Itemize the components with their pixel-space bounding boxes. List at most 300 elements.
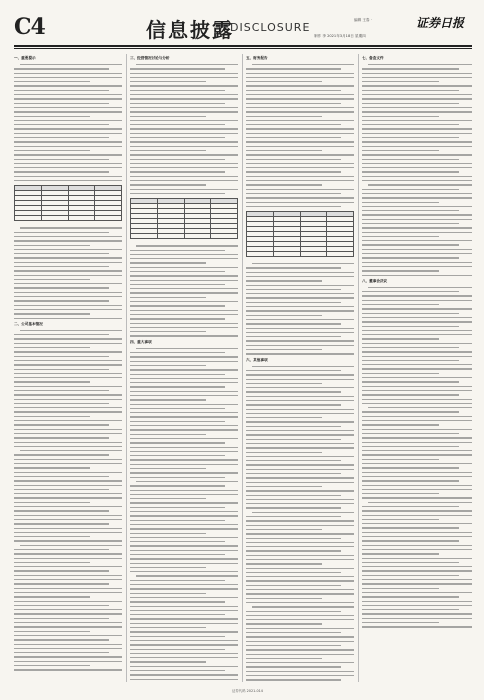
text-line — [246, 580, 354, 581]
text-line — [362, 381, 459, 382]
text-line — [130, 606, 238, 607]
text-line — [252, 366, 354, 367]
text-line — [14, 245, 90, 246]
text-line — [362, 527, 459, 528]
text-line — [362, 313, 459, 314]
text-line — [14, 644, 122, 645]
text-line — [14, 583, 109, 584]
text-line — [246, 447, 354, 448]
text-line — [362, 626, 472, 627]
section-heading: 三、经营情况讨论与分析 — [130, 56, 170, 60]
text-line — [362, 253, 472, 254]
text-line — [130, 369, 238, 370]
text-line — [246, 81, 322, 82]
text-line — [130, 610, 238, 611]
text-line — [130, 107, 238, 108]
text-line — [130, 154, 238, 155]
text-line — [130, 85, 238, 86]
text-line — [14, 631, 90, 632]
text-line — [130, 103, 225, 104]
text-line — [362, 356, 472, 357]
text-line — [362, 133, 472, 134]
section-heading: 七、备查文件 — [362, 56, 384, 60]
text-line — [130, 374, 225, 375]
text-line — [14, 73, 122, 74]
text-line — [14, 570, 109, 571]
section-heading: 二、公司基本情况 — [14, 321, 43, 326]
text-line — [130, 275, 238, 276]
text-line — [362, 116, 439, 117]
text-line — [246, 507, 341, 508]
text-line — [246, 585, 341, 586]
text-line — [130, 297, 206, 298]
text-line — [14, 309, 122, 310]
text-line — [14, 120, 122, 121]
text-line — [362, 249, 472, 250]
text-line — [14, 257, 122, 258]
text-line — [362, 485, 472, 486]
text-line — [362, 454, 472, 455]
text-line — [246, 495, 341, 496]
text-line — [130, 163, 238, 164]
text-line — [362, 562, 459, 563]
text-line — [362, 450, 472, 451]
column-divider — [358, 54, 359, 682]
text-line — [362, 193, 472, 194]
text-line — [362, 605, 472, 606]
text-line — [246, 456, 354, 457]
text-line — [362, 210, 459, 211]
text-line — [130, 133, 238, 134]
text-line — [136, 348, 238, 349]
section-heading: 五、财务报告 — [246, 56, 268, 60]
text-line — [362, 579, 472, 580]
text-line — [246, 542, 354, 543]
table-cell — [15, 216, 42, 221]
text-line — [14, 575, 122, 576]
text-line — [252, 606, 354, 607]
table-row — [247, 252, 354, 257]
text-line — [246, 598, 322, 599]
text-line — [130, 627, 206, 628]
text-line — [130, 528, 238, 529]
text-line — [246, 421, 354, 422]
text-line — [246, 671, 354, 672]
section-heading: 一、重要提示 — [14, 56, 36, 60]
text-line — [130, 545, 238, 546]
text-line — [362, 163, 472, 164]
text-line — [130, 584, 238, 585]
text-line — [246, 589, 354, 590]
text-line — [14, 510, 109, 511]
text-line — [130, 490, 238, 491]
text-line — [14, 318, 122, 319]
text-line — [14, 566, 122, 567]
text-line — [14, 163, 122, 164]
text-line — [130, 640, 238, 641]
text-line — [246, 559, 354, 560]
text-line — [362, 588, 439, 589]
text-line — [130, 558, 238, 559]
text-line — [246, 267, 341, 268]
text-line — [14, 420, 122, 421]
text-line — [368, 407, 472, 408]
text-line — [14, 270, 122, 271]
text-line — [130, 284, 225, 285]
text-line — [246, 171, 341, 172]
text-line — [14, 343, 122, 344]
text-line — [362, 159, 459, 160]
text-line — [14, 635, 122, 636]
text-line — [362, 575, 459, 576]
text-line — [362, 334, 472, 335]
text-line — [246, 297, 354, 298]
text-line — [362, 189, 459, 190]
text-line — [130, 116, 206, 117]
table-cell — [131, 234, 158, 239]
text-line — [246, 396, 354, 397]
text-line — [14, 665, 90, 666]
text-line — [246, 120, 354, 121]
text-line — [246, 193, 341, 194]
text-line — [246, 632, 341, 633]
text-line — [14, 381, 90, 382]
text-line — [130, 305, 225, 306]
column-1 — [14, 54, 122, 682]
text-line — [246, 546, 354, 547]
text-line — [130, 171, 225, 172]
text-line — [362, 540, 459, 541]
text-line — [362, 270, 439, 271]
text-line — [14, 351, 122, 352]
text-line — [130, 184, 206, 185]
text-line — [130, 442, 225, 443]
text-line — [362, 68, 459, 69]
text-line — [362, 386, 472, 387]
text-line — [130, 318, 225, 319]
text-line — [130, 352, 225, 353]
text-line — [14, 249, 122, 250]
text-line — [246, 679, 341, 680]
text-line — [14, 373, 122, 374]
text-line — [362, 433, 459, 434]
text-line — [246, 593, 354, 594]
text-line — [130, 537, 238, 538]
text-line — [246, 353, 354, 354]
text-line — [14, 180, 122, 181]
text-line — [246, 340, 354, 341]
text-line — [130, 189, 238, 190]
text-line — [130, 455, 225, 456]
text-line — [14, 648, 122, 649]
text-line — [130, 292, 238, 293]
text-line — [246, 409, 354, 410]
text-line — [246, 404, 341, 405]
text-line — [246, 107, 354, 108]
text-line — [14, 519, 122, 520]
text-line — [246, 206, 341, 207]
text-line — [14, 454, 109, 455]
text-line — [130, 515, 238, 516]
text-line — [136, 575, 238, 576]
text-line — [246, 103, 341, 104]
text-line — [130, 254, 238, 255]
text-line — [130, 271, 225, 272]
text-line — [130, 644, 238, 645]
text-line — [246, 289, 341, 290]
table-cell — [184, 234, 211, 239]
text-line — [130, 301, 238, 302]
section-heading: 六、其他事项 — [246, 357, 268, 362]
text-line — [246, 319, 354, 320]
text-line — [362, 596, 459, 597]
text-line — [14, 493, 122, 494]
text-line — [362, 549, 472, 550]
text-line — [130, 382, 238, 383]
text-line — [14, 377, 122, 378]
text-line — [246, 602, 354, 603]
text-line — [14, 279, 90, 280]
text-line — [362, 244, 459, 245]
text-line — [130, 94, 238, 95]
text-line — [246, 490, 354, 491]
text-line — [246, 272, 354, 273]
text-line — [362, 94, 472, 95]
text-line — [362, 343, 472, 344]
text-line — [362, 442, 472, 443]
text-line — [14, 558, 122, 559]
text-line — [246, 133, 354, 134]
text-line — [130, 68, 225, 69]
text-line — [362, 592, 472, 593]
table-cell — [41, 216, 68, 221]
text-line — [362, 467, 459, 468]
text-line — [14, 437, 109, 438]
text-line — [14, 124, 109, 125]
text-line — [130, 416, 238, 417]
text-line — [246, 615, 354, 616]
table-cell — [300, 252, 327, 257]
text-line — [14, 287, 109, 288]
text-line — [14, 85, 122, 86]
column-2 — [130, 54, 238, 682]
text-line — [246, 77, 354, 78]
text-line — [14, 296, 122, 297]
text-line — [14, 609, 122, 610]
text-line — [246, 568, 354, 569]
text-line — [14, 236, 122, 237]
masthead — [14, 12, 472, 42]
text-line — [14, 489, 109, 490]
text-line — [246, 426, 341, 427]
text-line — [130, 421, 225, 422]
section-heading: 八、董事会决议 — [362, 278, 388, 283]
footer-note: 证券代码 2021-014 — [232, 689, 263, 693]
text-line — [14, 592, 122, 593]
text-line — [362, 368, 472, 369]
text-line — [246, 666, 341, 667]
text-line — [130, 280, 238, 281]
text-line — [362, 506, 459, 507]
text-line — [130, 670, 225, 671]
text-line — [246, 202, 354, 203]
text-line — [14, 459, 122, 460]
text-line — [368, 184, 472, 185]
text-line — [14, 661, 122, 662]
text-line — [362, 202, 439, 203]
text-line — [130, 674, 238, 675]
text-line — [362, 275, 472, 276]
text-line — [246, 111, 354, 112]
table-cell — [247, 252, 274, 257]
text-line — [130, 541, 225, 542]
text-line — [130, 250, 225, 251]
text-line — [14, 369, 109, 370]
text-line — [246, 533, 354, 534]
text-line — [362, 236, 439, 237]
text-line — [130, 81, 206, 82]
text-line — [246, 473, 341, 474]
text-line — [20, 64, 122, 65]
text-line — [246, 141, 354, 142]
text-line — [362, 566, 472, 567]
text-line — [362, 326, 459, 327]
text-line — [362, 609, 459, 610]
table-row — [131, 234, 238, 239]
text-line — [14, 467, 90, 468]
text-line — [14, 601, 122, 602]
text-line — [246, 68, 341, 69]
text-line — [362, 154, 472, 155]
text-line — [14, 141, 122, 142]
text-line — [246, 391, 341, 392]
text-line — [14, 266, 109, 267]
text-line — [20, 330, 122, 331]
text-line — [246, 619, 354, 620]
text-line — [362, 613, 472, 614]
text-line — [14, 111, 122, 112]
page-number: C4 — [14, 14, 45, 40]
text-line — [14, 275, 122, 276]
text-line — [130, 571, 238, 572]
text-line — [362, 510, 472, 511]
text-line — [362, 73, 472, 74]
text-line — [362, 476, 472, 477]
text-line — [14, 386, 122, 387]
text-line — [130, 593, 206, 594]
text-line — [362, 171, 459, 172]
text-line — [14, 540, 122, 541]
text-line — [130, 323, 238, 324]
text-line — [130, 631, 238, 632]
text-line — [362, 141, 472, 142]
text-line — [246, 137, 341, 138]
text-line — [246, 98, 354, 99]
text-line — [362, 321, 472, 322]
text-line — [130, 386, 225, 387]
text-line — [14, 150, 90, 151]
text-line — [246, 154, 354, 155]
text-line — [14, 360, 122, 361]
text-line — [362, 128, 472, 129]
text-line — [362, 77, 472, 78]
text-line — [130, 331, 206, 332]
text-line — [130, 404, 238, 405]
text-line — [130, 601, 225, 602]
text-line — [130, 464, 238, 465]
text-line — [362, 219, 472, 220]
text-line — [130, 391, 238, 392]
text-line — [14, 549, 109, 550]
text-line — [246, 302, 341, 303]
text-line — [14, 90, 109, 91]
text-line — [362, 399, 472, 400]
text-line — [362, 558, 472, 559]
text-line — [14, 411, 122, 412]
text-line — [246, 413, 354, 414]
text-line — [130, 636, 225, 637]
text-line — [14, 390, 109, 391]
text-line — [362, 532, 472, 533]
text-line — [246, 383, 322, 384]
text-line — [368, 64, 472, 65]
text-line — [246, 306, 354, 307]
text-line — [14, 553, 122, 554]
text-line — [130, 141, 238, 142]
text-line — [362, 338, 439, 339]
text-line — [362, 240, 472, 241]
text-line — [14, 176, 122, 177]
text-line — [362, 124, 459, 125]
text-line — [362, 85, 472, 86]
text-line — [362, 232, 472, 233]
text-line — [130, 614, 225, 615]
text-line — [130, 288, 238, 289]
section-heading: 四、重大事项 — [130, 339, 152, 344]
text-line — [14, 107, 122, 108]
text-line — [362, 489, 472, 490]
text-line — [130, 550, 238, 551]
text-line — [362, 424, 439, 425]
text-line — [362, 150, 439, 151]
text-line — [136, 64, 238, 65]
text-line — [362, 257, 459, 258]
text-line — [362, 304, 439, 305]
text-line — [252, 512, 354, 513]
text-line — [14, 232, 109, 233]
text-line — [130, 661, 206, 662]
text-line — [130, 666, 238, 667]
text-line — [130, 477, 225, 478]
text-line — [246, 477, 354, 478]
text-line — [246, 374, 354, 375]
text-line — [246, 345, 354, 346]
text-line — [14, 262, 122, 263]
text-line — [246, 167, 354, 168]
text-line — [246, 645, 341, 646]
text-line — [14, 364, 122, 365]
text-line — [362, 308, 472, 309]
text-line — [14, 128, 122, 129]
text-line — [14, 154, 122, 155]
text-line — [130, 429, 238, 430]
text-line — [130, 98, 238, 99]
text-line — [14, 305, 122, 306]
section-subtitle: DISCLOSURE — [230, 21, 311, 34]
text-line — [130, 335, 238, 336]
text-line — [252, 64, 354, 65]
text-line — [14, 407, 122, 408]
